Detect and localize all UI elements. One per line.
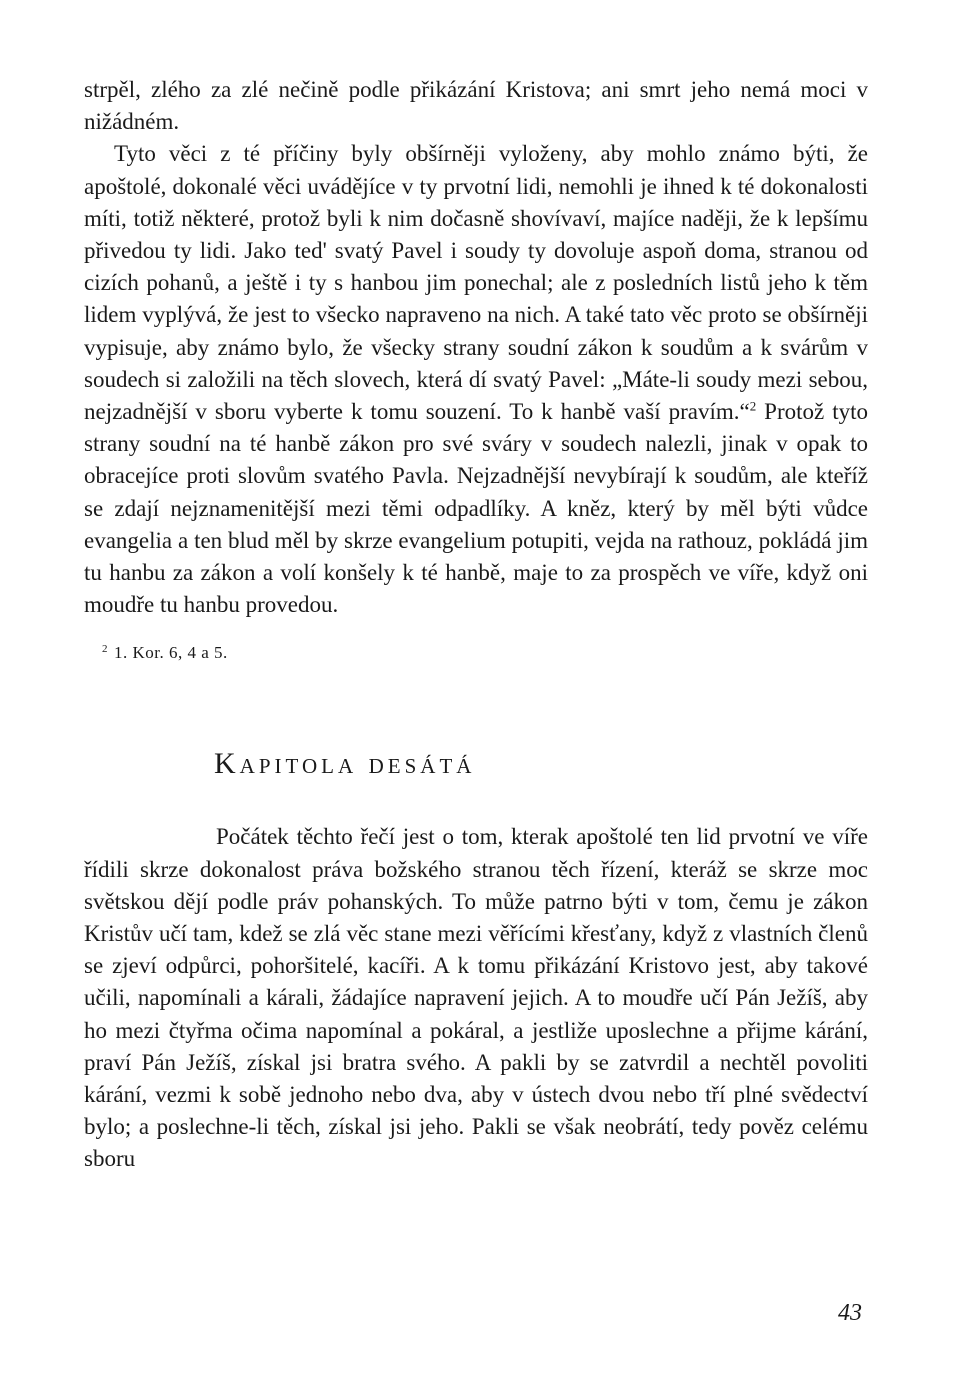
paragraph-text: Protož tyto strany soudní na té hanbě zákon pro své sváry v soudech nalezli, jinak v opak to obracejíce proti slovům svatého Pavla. Nejzadnější nevybírají k soudům, ale kteříž se zdají nejznamenitější mezi těmi odpadlíky. A kněz, který by měl býti vůdce evangelia a ten blud měl by skrze evangelium potupiti, vejda na rathouz, pokládá jim tu hanbu za zákon a volí konšely k té hanbě, maje to za prospěch ve víře, když oni moudře tu hanbu provedou. <box>84 399 868 618</box>
chapter-title: Kapitola desátá <box>214 747 476 781</box>
footnote-reference: 2 <box>749 398 757 414</box>
footnote-text: 1. Kor. 6, 4 a 5. <box>114 643 228 663</box>
page-number: 43 <box>838 1300 862 1326</box>
page-body <box>84 74 868 1176</box>
paragraph-text: Tyto věci z té příčiny byly obšírněji vyloženy, aby mohlo známo býti, že apoštolé, dokonalé věci uvádějíce v ty prvotní lidi, nemohli je ihned k té dokonalosti míti, totiž některé, protož byli k nim dočasně shovívaví, majíce naději, že k lepšímu přivedou ty lidi. Jako ted' svatý Pavel i soudy ty dovoluje aspoň doma, stranou od cizích pohanů, a ještě i ty s hanbou jim ponechal; ale z posledních listů jeho k těm lidem vyplývá, že jest to všecko napraveno na nich. A také tato věc proto se obšírněji vypisuje, aby známo bylo, že všecky strany soudní zákon k soudům a k svárům v soudech si založili na těch slovech, která dí svatý Pavel: „Máte-li soudy mezi sebou, nejzadnější v sboru vyberte k tomu souzení. To k hanbě vaší pravím.“ <box>84 141 868 425</box>
footnote-marker: 2 <box>102 642 108 655</box>
footnote <box>102 641 868 665</box>
paragraph-chapter-opening: Počátek těchto řečí jest o tom, kterak apoštolé ten lid prvotní ve víře řídili skrze dokonalost práva božského stranou těch řízení, kteráž se skrze moc světskou dějí podle práv pohanských. To může patrno býti v tom, čemu je zákon Kristův učí tam, kdež se zlá věc stane mezi věřícími křesťany, když z vlastních členů se zjeví odpůrci, pohoršitelé, kacíři. A k tomu přikázání Kristovo jest, aby takové učili, napomínali a kárali, žádajíce napravení jejich. A to moudře učí Pán Ježíš, aby ho mezi čtyřma očima napomínal a pokáral, a jestliže uposlechne a přijme kárání, praví Pán Ježíš, získal jsi bratra svého. A pakli by se zatvrdil a nechtěl povoliti kárání, vezmi k sobě jednoho nebo dva, aby v ústech dvou nebo tří plné svědectví bylo; a poslechne-li těch, získal jsi jeho. Pakli se však neobrátí, tedy pověz celému sboru <box>84 824 868 1172</box>
paragraph-continuation: strpěl, zlého za zlé nečině podle přikázání Kristova; ani smrt jeho nemá moci v nižádném. <box>84 77 868 135</box>
paragraph-explanation <box>84 138 868 621</box>
